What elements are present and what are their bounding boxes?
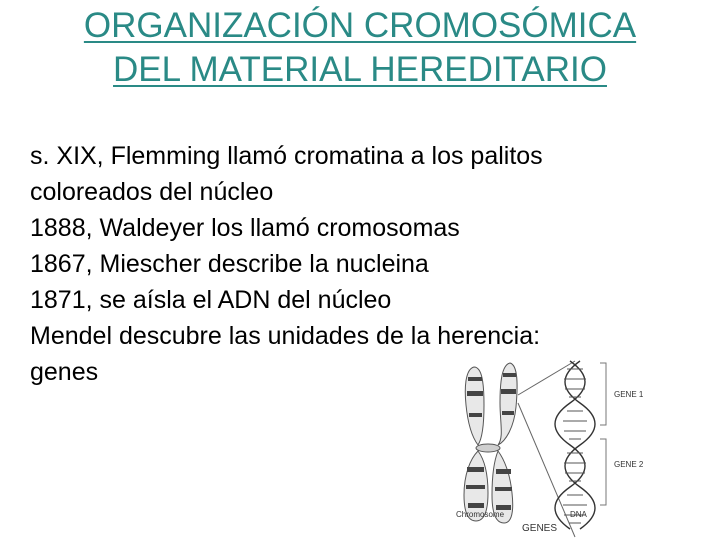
body-line: 1888, Waldeyer los llamó cromosomas	[30, 214, 460, 242]
body-line: s. XIX, Flemming llamó cromatina a los palitos	[30, 142, 543, 170]
gene-1-label: GENE 1	[614, 390, 644, 399]
dna-base-pairs	[563, 369, 587, 523]
chromosome-dna-illustration	[430, 355, 720, 540]
body-line: coloreados del núcleo	[30, 178, 274, 206]
body-line: 1871, se aísla el ADN del núcleo	[30, 286, 392, 314]
slide-body	[30, 138, 710, 390]
gene-2-label: GENE 2	[614, 460, 644, 469]
dna-label: DNA	[570, 510, 587, 519]
title-line-2: DEL MATERIAL HEREDITARIO	[113, 50, 607, 89]
chromosome-label: Chromosome	[456, 510, 505, 519]
body-line: genes	[30, 358, 99, 386]
title-line-1: ORGANIZACIÓN CROMOSÓMICA	[83, 6, 637, 45]
slide-title	[0, 4, 720, 92]
chromosome-dna-figure	[430, 355, 720, 540]
gene-brackets	[600, 363, 606, 505]
body-line: Mendel descubre las unidades de la herencia:	[30, 322, 541, 350]
genes-label: GENES	[522, 523, 558, 534]
body-line: 1867, Miescher describe la nucleina	[30, 250, 429, 278]
chromosome-icon	[464, 363, 517, 523]
